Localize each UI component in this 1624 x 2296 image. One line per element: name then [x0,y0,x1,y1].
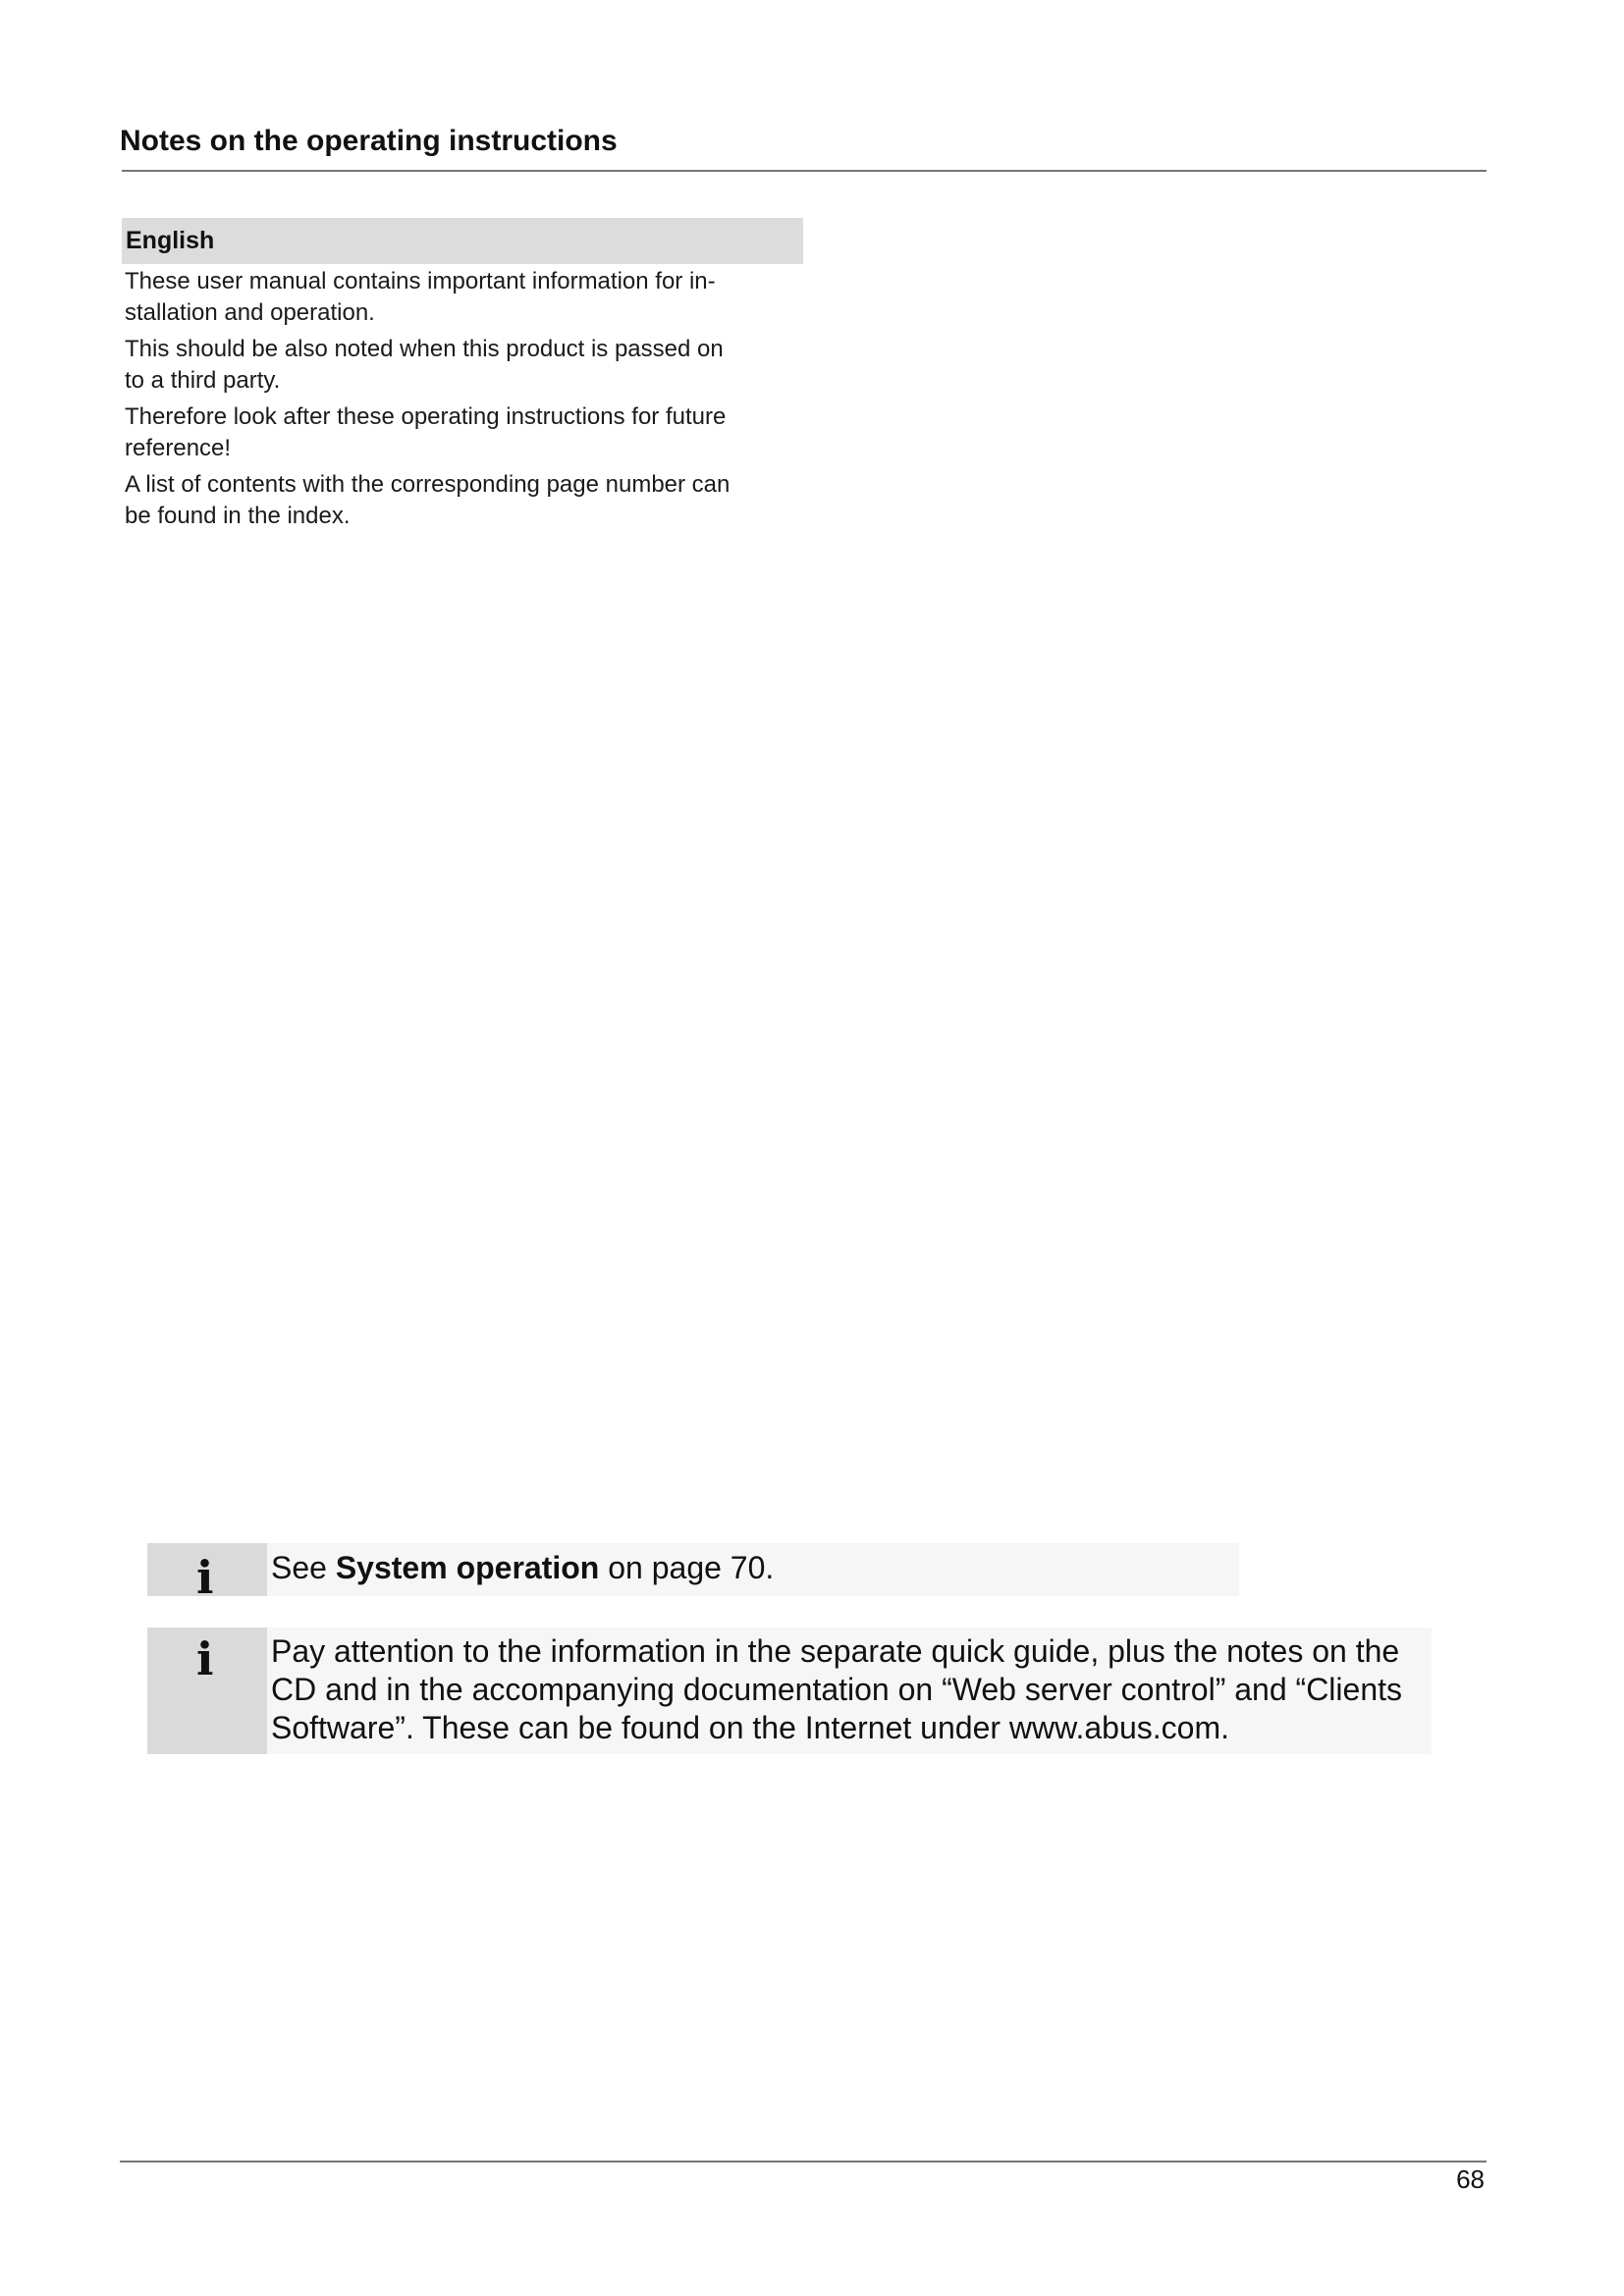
paragraph-index [122,469,803,532]
info-icon: i [196,1551,214,1604]
paragraph-line: stallation and operation. [125,299,375,326]
note-line: CD and in the accompanying documentation on “Web server control” and “Clients [271,1672,1402,1707]
title-divider [122,170,1487,172]
footer-divider [120,2161,1487,2163]
note-line: Software”. These can be found on the Internet under www.abus.com. [271,1710,1229,1745]
system-operation-reference[interactable]: System operation [335,1550,600,1585]
note-icon-cell [147,1543,267,1604]
paragraph-manual-info [122,266,803,329]
english-section [122,218,803,532]
paragraph-line: A list of contents with the corresponding page number can [125,471,731,498]
paragraph-line: These user manual contains important information for in- [125,268,716,294]
info-icon: i [196,1632,214,1685]
paragraph-line: This should be also noted when this product is passed on [125,336,724,362]
note-text-suffix: on page 70. [599,1550,775,1585]
info-note-system-operation [147,1543,1239,1604]
paragraph-line: reference! [125,435,232,461]
note-line: Pay attention to the information in the separate quick guide, plus the notes on the [271,1633,1400,1669]
page-number: 68 [1456,2164,1485,2194]
note-icon-cell [147,1628,267,1754]
info-note-quick-guide [147,1628,1432,1754]
note-text-prefix: See [271,1550,336,1585]
paragraph-line: Therefore look after these operating instructions for future [125,403,727,430]
language-heading: English [122,218,803,264]
paragraph-third-party [122,334,803,397]
note-text [267,1628,1432,1754]
paragraph-line: to a third party. [125,367,281,394]
note-text [267,1543,1239,1596]
page-title: Notes on the operating instructions [120,125,618,157]
paragraph-line: be found in the index. [125,503,351,529]
paragraph-future-reference [122,401,803,464]
